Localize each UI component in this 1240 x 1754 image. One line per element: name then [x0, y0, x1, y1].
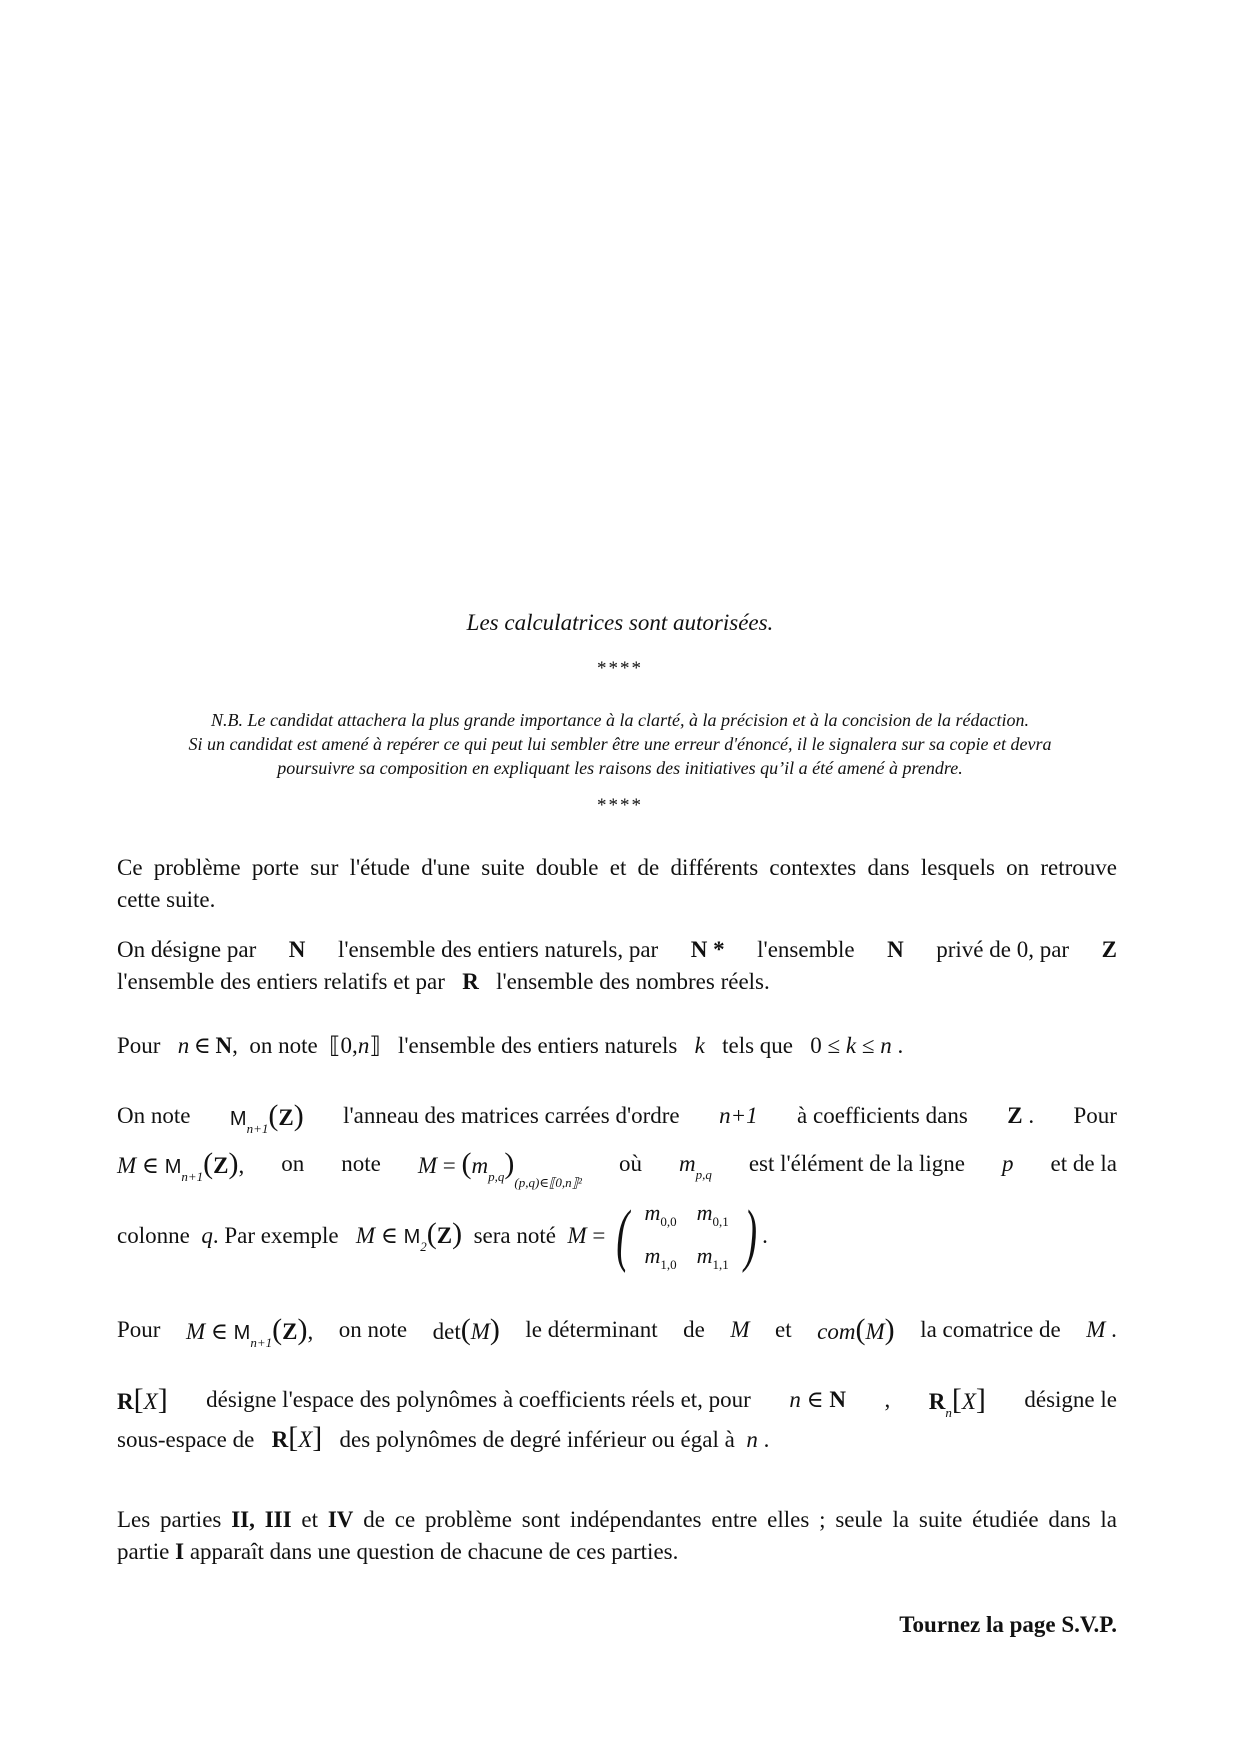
text: tels que — [722, 1033, 793, 1058]
math-n-in-N: n ∈ N — [789, 1387, 846, 1412]
nb-line-3: poursuivre sa composition en expliquant les raisons des initiatives qu’il a été amené à prendre. — [277, 758, 963, 778]
text: On note — [117, 1103, 191, 1128]
intro-paragraph — [117, 852, 1117, 916]
text: Pour — [117, 1033, 161, 1058]
text: . Par exemple — [212, 1223, 339, 1248]
text: On désigne par — [117, 937, 257, 962]
math-Mn1Z: $M_{n+1}(Z)$ — [229, 1099, 304, 1136]
text: est l'élément de la ligne — [748, 1151, 966, 1176]
math-com: com(M) — [817, 1313, 895, 1346]
matrices-line-1 — [117, 1096, 1117, 1136]
text: l'ensemble — [757, 937, 855, 962]
nb-line-2: Si un candidat est amené à repérer ce qui peut lui sembler être une erreur d'énoncé, il le signalera sur sa copie et devra — [188, 734, 1052, 754]
separator-bottom: **** — [597, 795, 643, 816]
math-N: N — [887, 937, 904, 962]
math-n-in-N: n — [177, 1033, 190, 1058]
text: et de la — [1050, 1151, 1117, 1176]
math-RnX: $R_n[X]$ — [928, 1383, 986, 1420]
math-Nstar: N * — [690, 937, 725, 962]
text: à coefficients dans — [797, 1103, 968, 1128]
math-N: N — [288, 937, 306, 962]
text: on note — [338, 1317, 408, 1342]
matrices-line-3: colonne q . Par exemple M ∈ $M_2(Z)$ sera noté M = ( $m_{0,0}$ $m_{0,1}$ $m_{1,0}$ $m_{1,1}$ ) . — [117, 1196, 1117, 1276]
math-ineq: 0 ≤ k ≤ n . — [810, 1033, 904, 1058]
parts-line-1 — [117, 1504, 1117, 1536]
math-M-in-Mn1Z: M ∈ $M_{n+1}(Z)$, — [117, 1147, 245, 1184]
text: l'ensemble des entiers relatifs et par — [117, 969, 445, 994]
math-det: det(M) — [432, 1313, 500, 1346]
text: Les parties — [117, 1507, 222, 1532]
math-k: k — [694, 1033, 705, 1058]
math-RX: R[X] — [271, 1421, 323, 1454]
text: privé de 0, par — [936, 937, 1070, 962]
text: de ce problème sont indépendantes entre elles ; seule la suite étudiée dans la — [363, 1507, 1118, 1532]
calculators-note: Les calculatrices sont autorisées. — [466, 610, 774, 635]
text: I — [175, 1539, 185, 1564]
text: sera noté — [473, 1223, 556, 1248]
text: la comatrice de — [920, 1317, 1061, 1342]
text: on note — [249, 1033, 318, 1058]
intro-line-1: Ce problème porte sur l'étude d'une suite double et de différents contextes dans lesquels on retrouve — [117, 855, 1117, 880]
math-n-plus-1: n+1 — [719, 1103, 758, 1128]
text: le déterminant — [525, 1317, 658, 1342]
text: de — [683, 1317, 705, 1342]
math-Z: Z — [1101, 937, 1117, 962]
sets-line-2 — [117, 966, 1117, 998]
math-Z: Z . — [1007, 1103, 1035, 1128]
text: l'ensemble des nombres réels. — [496, 969, 770, 994]
text: II, III — [231, 1507, 292, 1532]
math-mpq: $m_{p,q}$ — [678, 1151, 712, 1182]
text: où — [618, 1151, 642, 1176]
text: sous-espace de — [117, 1427, 255, 1452]
text: colonne — [117, 1223, 190, 1248]
interval-line: Pour n ∈ N, on note ⟦0,n⟧ l'ensemble des entiers naturels k tels que 0 ≤ k ≤ n . — [117, 1033, 904, 1058]
math-M-in-M2Z: M ∈ $M_2(Z)$ — [355, 1216, 463, 1254]
math-p: p — [1002, 1151, 1014, 1176]
math-interval: ⟦0,n⟧ — [329, 1033, 381, 1058]
math-RX: R[X] — [117, 1383, 168, 1416]
polynomials-line-2: sous-espace de R[X] des polynômes de degré inférieur ou égal à n . — [117, 1421, 770, 1454]
separator-top: **** — [597, 658, 643, 679]
math-matrix-2x2: ( $m_{0,0}$ $m_{0,1}$ $m_{1,0}$ $m_{1,1}$ ) — [616, 1197, 757, 1274]
text: et — [301, 1507, 318, 1532]
intro-line-2: cette suite. — [117, 887, 216, 912]
math-M: M — [730, 1317, 750, 1342]
text: désigne l'espace des polynômes à coefficients réels et, pour — [206, 1387, 751, 1412]
text: on — [281, 1151, 305, 1176]
math-R: R — [462, 969, 479, 994]
turn-page-note: Tournez la page S.V.P. — [899, 1612, 1117, 1637]
text: et — [775, 1317, 792, 1342]
text: des polynômes de degré inférieur ou égal à — [339, 1427, 735, 1452]
text: note — [341, 1151, 381, 1176]
math-q: q — [201, 1223, 213, 1248]
text: IV — [327, 1507, 354, 1532]
text: l'ensemble des entiers naturels — [397, 1033, 678, 1058]
parts-line-2 — [117, 1536, 1117, 1568]
math-M-def: $M = (m_{p,q})_{(p,q)\in⟦0,n⟧^2}$ — [417, 1147, 582, 1190]
text: Pour — [117, 1317, 161, 1342]
parts-paragraph — [117, 1504, 1117, 1568]
math-M-eq: M — [567, 1223, 587, 1248]
text: désigne le — [1024, 1387, 1117, 1412]
determinant-line — [117, 1310, 1117, 1350]
text: Pour — [1073, 1103, 1117, 1128]
sets-line-1 — [117, 930, 1117, 970]
math-M: M . — [1086, 1317, 1117, 1342]
math-M-in-Mn1Z: M ∈ $M_{n+1}(Z)$, — [185, 1313, 314, 1350]
text: partie — [117, 1539, 170, 1564]
matrices-line-2 — [117, 1144, 1117, 1190]
nb-notice — [0, 708, 1240, 780]
text: l'ensemble des entiers naturels, par — [337, 937, 659, 962]
text: l'anneau des matrices carrées d'ordre — [343, 1103, 680, 1128]
math-n: n — [746, 1427, 758, 1452]
polynomials-line-1: R[X] désigne l'espace des polynômes à coefficients réels et, pour n ∈ N , $R_n[X]$ désigne le — [117, 1383, 1117, 1420]
text: apparaît dans une question de chacune de ces parties. — [189, 1539, 679, 1564]
nb-line-1: N.B. Le candidat attachera la plus grande importance à la clarté, à la précision et à la concision de la rédaction. — [211, 710, 1029, 730]
